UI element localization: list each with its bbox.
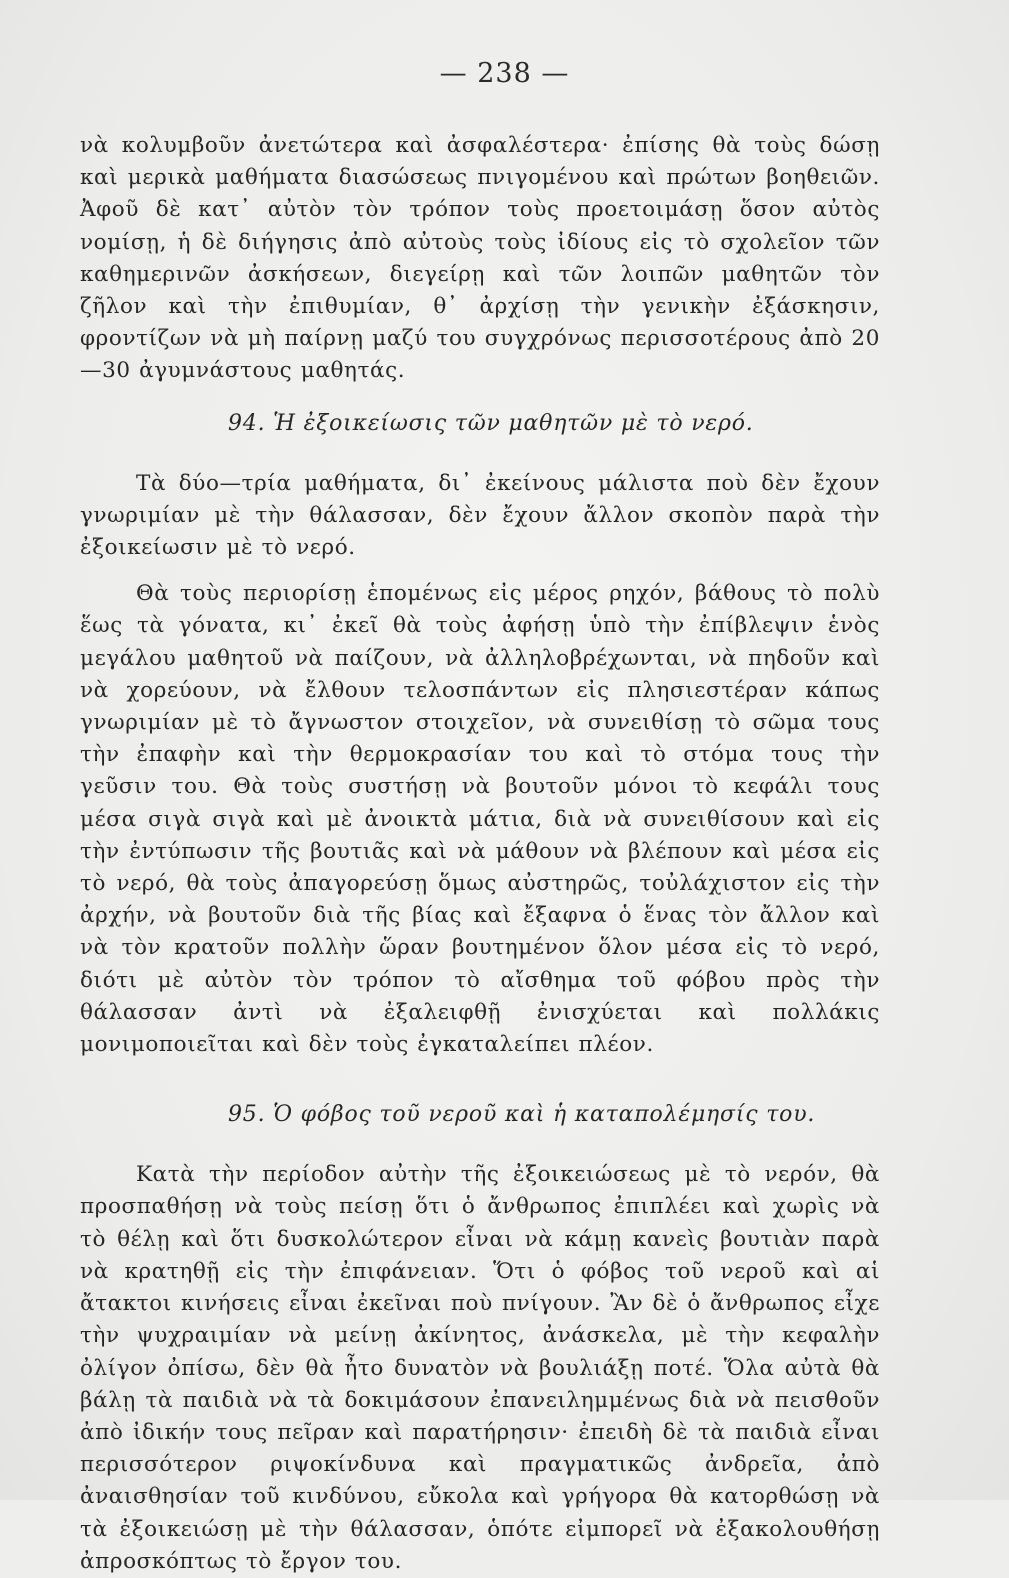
section-heading-94: 94. Ἡ ἐξοικείωσις τῶν μαθητῶν μὲ τὸ νερό.	[228, 410, 754, 436]
paragraph-shallow-water: Θὰ τοὺς περιορίσῃ ἑπομένως εἰς μέρος ρηχόν, βάθους τὸ πολὺ ἕως τὰ γόνατα, κι᾽ ἐκεῖ θὰ τοὺς ἀφήσῃ ὑπὸ τὴν ἐπίβλεψιν ἑνὸς μεγάλου μαθητοῦ νὰ παίζουν, νὰ ἀλληλοβρέχωνται, νὰ πηδοῦν καὶ νὰ χορεύουν, νὰ ἔλθουν τελοσπάντων εἰς πλησιεστέραν κάπως γνωριμίαν μὲ τὸ ἄγνωστον στοιχεῖον, νὰ συνειθίσῃ τὸ σῶμα τους τὴν ἐπαφὴν καὶ τὴν θερμοκρασίαν του καὶ τὸ στόμα τους τὴν γεῦσιν του. Θὰ τοὺς συστήσῃ νὰ βουτοῦν μόνοι τὸ κεφάλι τους μέσα σιγὰ σιγὰ καὶ μὲ ἀνοικτὰ μάτια, διὰ νὰ συνειθίσουν καὶ εἰς τὴν ἐντύπωσιν τῆς βουτιᾶς καὶ νὰ μάθουν νὰ βλέπουν καὶ μέσα εἰς τὸ νερό, θὰ τοὺς ἀπαγορεύσῃ ὅμως αὐστηρῶς, τοὐλάχιστον εἰς τὴν ἀρχήν, νὰ βουτοῦν διὰ τῆς βίας καὶ ἔξαφνα ὁ ἕνας τὸν ἄλλον καὶ νὰ τὸν κρατοῦν πολλὴν ὥραν βουτημένον ὅλον μέσα εἰς τὸ νερό, διότι μὲ αὐτὸν τὸν τρόπον τὸ αἴσθημα τοῦ φόβου πρὸς τὴν θάλασσαν ἀντὶ νὰ ἐξαλειφθῇ ἐνισχύεται καὶ πολλάκις μονιμοποιεῖται καὶ δὲν τοὺς ἐγκαταλείπει πλέον.	[80, 581, 880, 1058]
paragraph-familiarization-intro: Τὰ δύο—τρία μαθήματα, δι᾽ ἐκείνους μάλιστα ποὺ δὲν ἔχουν γνωριμίαν μὲ τὴν θάλασσαν, δὲν ἔχουν ἄλλον σκοπὸν παρὰ τὴν ἐξοικείωσιν μὲ τὸ νερό.	[80, 470, 880, 561]
section-heading-95: 95. Ὁ φόβος τοῦ νεροῦ καὶ ἡ καταπολέμησίς του.	[228, 1102, 816, 1128]
page-number: — 238 —	[439, 58, 570, 89]
page-content	[80, 130, 880, 1578]
paragraph-fear-of-water: Κατὰ τὴν περίοδον αὐτὴν τῆς ἐξοικειώσεως μὲ τὸ νερόν, θὰ προσπαθήσῃ νὰ τοὺς πείσῃ ὅτι ὁ ἄνθρωπος ἐπιπλέει καὶ χωρὶς νὰ τὸ θέλῃ καὶ ὅτι δυσκολώτερον εἶναι νὰ κάμῃ κανεὶς βουτιὰν παρὰ νὰ κρατηθῇ εἰς τὴν ἐπιφάνειαν. Ὅτι ὁ φόβος τοῦ νεροῦ καὶ αἱ ἄτακτοι κινήσεις εἶναι ἐκεῖναι ποὺ πνίγουν. Ἂν δὲ ὁ ἄνθρωπος εἶχε τὴν ψυχραιμίαν νὰ μείνῃ ἀκίνητος, ἀνάσκελα, μὲ τὴν κεφαλὴν ὀλίγον ὀπίσω, δὲν θὰ ἦτο δυνατὸν νὰ βουλιάξῃ ποτέ. Ὅλα αὐτὰ θὰ βάλῃ τὰ παιδιὰ νὰ τὰ δοκιμάσουν ἐπανειλημμένως διὰ νὰ πεισθοῦν ἀπὸ ἰδικήν τους πεῖραν καὶ παρατήρησιν· ἐπειδὴ δὲ τὰ παιδιὰ εἶναι περισσότερον ριψοκίνδυνα καὶ πραγματικῶς ἀνδρεῖα, ἀπὸ ἀναισθησίαν τοῦ κινδύνου, εὔκολα καὶ γρήγορα θὰ κατορθώσῃ νὰ τὰ ἐξοικειώσῃ μὲ τὴν θάλασσαν, ὁπότε εἰμπορεῖ νὰ ἐξακολουθήσῃ ἀπροσκόπτως τὸ ἔργον του.	[80, 1162, 880, 1574]
paragraph-continued: νὰ κολυμβοῦν ἀνετώτερα καὶ ἀσφαλέστερα· ἐπίσης θὰ τοὺς δώσῃ καὶ μερικὰ μαθήματα διασώσεως πνιγομένου καὶ πρώτων βοηθειῶν. Ἀφοῦ δὲ κατ᾽ αὐτὸν τὸν τρόπον τοὺς προετοιμάσῃ ὅσον αὐτὸς νομίσῃ, ἡ δὲ διήγησις ἀπὸ αὐτοὺς τοὺς ἰδίους εἰς τὸ σχολεῖον τῶν καθημερινῶν ἀσκήσεων, διεγείρῃ καὶ τῶν λοιπῶν μαθητῶν τὸν ζῆλον καὶ τὴν ἐπιθυμίαν, θ᾽ ἀρχίσῃ τὴν γενικὴν ἐξάσκησιν, φροντίζων νὰ μὴ παίρνῃ μαζύ του συγχρόνως περισσοτέρους ἀπὸ 20—30 ἀγυμνάστους μαθητάς.	[80, 133, 880, 384]
